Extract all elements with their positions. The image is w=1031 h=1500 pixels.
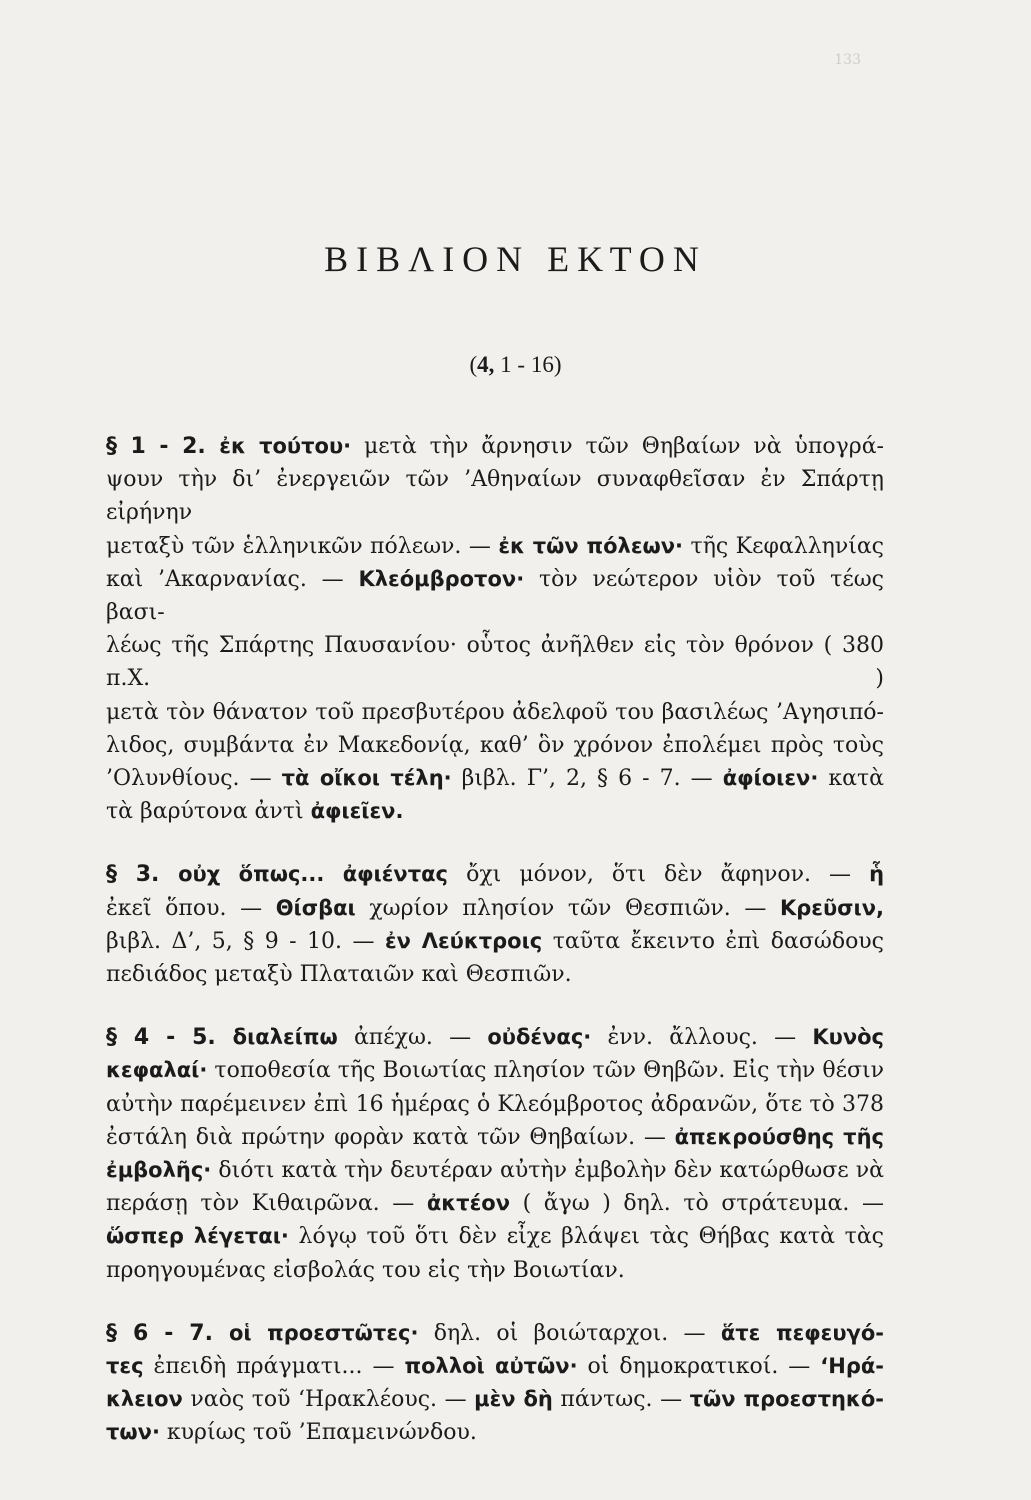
text-line [106,1383,884,1416]
text-line [106,892,884,925]
lemma-term: διαλείπω [232,1025,338,1050]
gloss-text: κυρίως τοῦ ’Επαμεινώνδου. [159,1420,477,1446]
gloss-text: τῆς Κεφαλληνίας [683,533,884,559]
gloss-text: καὶ ’Ακαρνανίας. — [106,566,359,592]
lemma-term: οὐδένας· [487,1025,592,1050]
gloss-text: ὄχι μόνον, ὅτι δὲν ἄφηνον. — [448,862,870,888]
text-line [106,1254,884,1287]
gloss-text: λιδος, συμβάντα ἐν Μακεδονίᾳ, καθ’ ὃν χρόνον ἐπολέμει πρὸς τοὺς [106,732,884,758]
text-line [106,696,884,729]
gloss-text: βιβλ. Γ’, 2, § 6 - 7. — [451,766,723,792]
lemma-term: τῶν προεστηκό- [689,1387,884,1412]
lemma-term: ἀφιεῖεν. [310,799,404,824]
gloss-text: λόγῳ τοῦ ὅτι δὲν εἶχε βλάψει τὰς Θήβας κατὰ τὰς [288,1224,884,1250]
gloss-text: δηλ. οἱ βοιώταρχοι. — [418,1320,721,1346]
chapter-range [0,352,1031,378]
section-gap [106,1287,884,1317]
gloss-text: τοποθεσία τῆς Βοιωτίας πλησίον τῶν Θηβῶν. Εἰς τὴν θέσιν [207,1058,884,1084]
gloss-text: τὰ βαρύτονα ἀντὶ [106,799,311,825]
commentary-body [106,430,884,1450]
lemma-term: κεφαλαί· [106,1058,208,1083]
gloss-text: λέως τῆς Σπάρτης Παυσανίου· οὗτος ἀνῆλθεν εἰς τὸν θρόνον ( 380 π.Χ. ) [106,633,884,692]
text-line [106,958,884,991]
lemma-term: ἐμβολῆς· [106,1158,212,1183]
gloss-text: μετὰ τὴν ἄρνησιν τῶν Θηβαίων νὰ ὑπογρά- [351,434,884,459]
gloss-text: ἐνν. ἄλλους. — [591,1025,813,1051]
gloss-text: διότι κατὰ τὴν δευτέραν αὐτὴν ἐμβολὴν δὲν κατώρθωσε νὰ [211,1158,884,1184]
lemma-term: τὰ οἴκοι τέλη· [281,766,452,791]
lemma-term: Κρεῦσιν, [780,895,884,920]
gloss-text: ἀπέχω. — [337,1025,488,1051]
gloss-text: πεδιάδος μεταξὺ Πλαταιῶν καὶ Θεσπιῶν. [106,962,572,988]
section-label: § 4 - 5. [106,1025,233,1051]
lemma-term: ἀπεκρούσθης τῆς [674,1124,884,1149]
text-line [106,430,884,463]
range-close: ) [553,352,562,377]
text-line [106,1121,884,1154]
gloss-text: βιβλ. Δ’, 5, § 9 - 10. — [106,928,385,954]
lemma-term: μὲν δὴ [474,1387,553,1412]
gloss-text: μεταξὺ τῶν ἑλληνικῶν πόλεων. — [106,533,499,559]
lemma-term: κλειον [106,1387,183,1412]
lemma-term: ‘Ηρά- [820,1354,885,1379]
gloss-text: ταῦτα ἔκειντο ἐπὶ δασώδους [542,928,885,954]
commentary-section [106,1317,884,1450]
book-heading: ΒΙΒΛΙΟΝ ΕΚΤΟΝ [324,239,707,279]
text-line [106,1220,884,1253]
lemma-term: οἱ προεστῶτες· [228,1320,419,1345]
range-chapter: 4, [477,352,495,377]
text-line [106,1088,884,1121]
text-line [106,1350,884,1383]
text-line [106,729,884,762]
section-label: § 1 - 2. [106,434,220,459]
text-line [106,1416,884,1449]
section-label: § 6 - 7. [106,1320,229,1346]
lemma-term: Κλεόμβροτον· [358,566,525,591]
gloss-text: χωρίον πλησίον τῶν Θεσπιῶν. — [355,895,780,921]
lemma-term: ἐκ τούτου· [219,434,352,458]
lemma-term: Θίσβαι [275,895,356,920]
gloss-text: προηγουμένας εἰσβολάς του εἰς τὴν Βοιωτίαν. [106,1257,625,1283]
gloss-text: τὸν νεώτερον υἱὸν τοῦ τέως βασι- [106,566,884,626]
lemma-term: τες [106,1354,144,1379]
gloss-text: ἐστάλη διὰ πρώτην φορὰν κατὰ τῶν Θηβαίων. — [106,1124,675,1150]
gloss-text: πάντως. — [552,1387,690,1413]
text-line [106,1021,884,1054]
lemma-term: ἀφίοιεν· [722,766,819,791]
lemma-term: ἐν Λεύκτροις [384,928,543,953]
text-line [106,1187,884,1220]
section-gap [106,991,884,1021]
gloss-text: ψουν τὴν δι’ ἐνεργειῶν τῶν ’Αθηναίων συναφθεῖσαν ἐν Σπάρτῃ εἰρήνην [106,467,884,526]
gloss-text: ἐπειδὴ πράγματι... — [143,1354,405,1380]
lemma-term: Κυνὸς [812,1025,884,1050]
commentary-section [106,430,884,828]
lemma-term: ἧ [869,862,885,887]
gloss-text: ἐκεῖ ὅπου. — [106,895,276,921]
gloss-text: οἱ δημοκρατικοί. — [577,1354,821,1380]
text-line [106,463,884,529]
text-line [106,925,884,958]
page-number: 133 [834,52,861,68]
range-open: ( [469,352,478,377]
gloss-text: ’Ολυνθίους. — [106,766,282,792]
range-verses: 1 - 16 [500,352,554,377]
lemma-term: ἅτε πεφευγό- [720,1320,884,1345]
lemma-term: πολλοὶ αὐτῶν· [404,1354,578,1379]
gloss-text: ναὸς τοῦ ‘Ηρακλέους. — [182,1387,475,1413]
text-line [106,762,884,795]
text-line [106,1054,884,1087]
lemma-term: ἀκτέον [426,1191,510,1216]
gloss-text: αὐτὴν παρέμεινεν ἐπὶ 16 ἡμέρας ὁ Κλεόμβροτος ἀδρανῶν, ὅτε τὸ 378 [106,1091,884,1117]
lemma-term: ὥσπερ λέγεται· [106,1224,289,1249]
text-line [106,530,884,563]
section-label: § 3. [106,862,179,888]
gloss-text: κατὰ [818,766,884,792]
text-line [106,629,884,695]
text-line [106,1317,884,1350]
gloss-text: μετὰ τὸν θάνατον τοῦ πρεσβυτέρου ἀδελφοῦ του βασιλέως ’Αγησιπό- [106,699,884,725]
text-line [106,563,884,629]
text-line [106,795,884,828]
lemma-term: οὐχ ὅπως... ἀφιέντας [178,862,449,887]
gloss-text: περάσῃ τὸν Κιθαιρῶνα. — [106,1191,427,1217]
text-line [106,858,884,891]
section-gap [106,828,884,858]
text-line [106,1154,884,1187]
lemma-term: των· [106,1420,160,1445]
commentary-section [106,858,884,991]
commentary-section [106,1021,884,1287]
gloss-text: ( ἄγω ) δηλ. τὸ στράτευμα. — [510,1191,884,1217]
lemma-term: ἐκ τῶν πόλεων· [498,533,684,558]
